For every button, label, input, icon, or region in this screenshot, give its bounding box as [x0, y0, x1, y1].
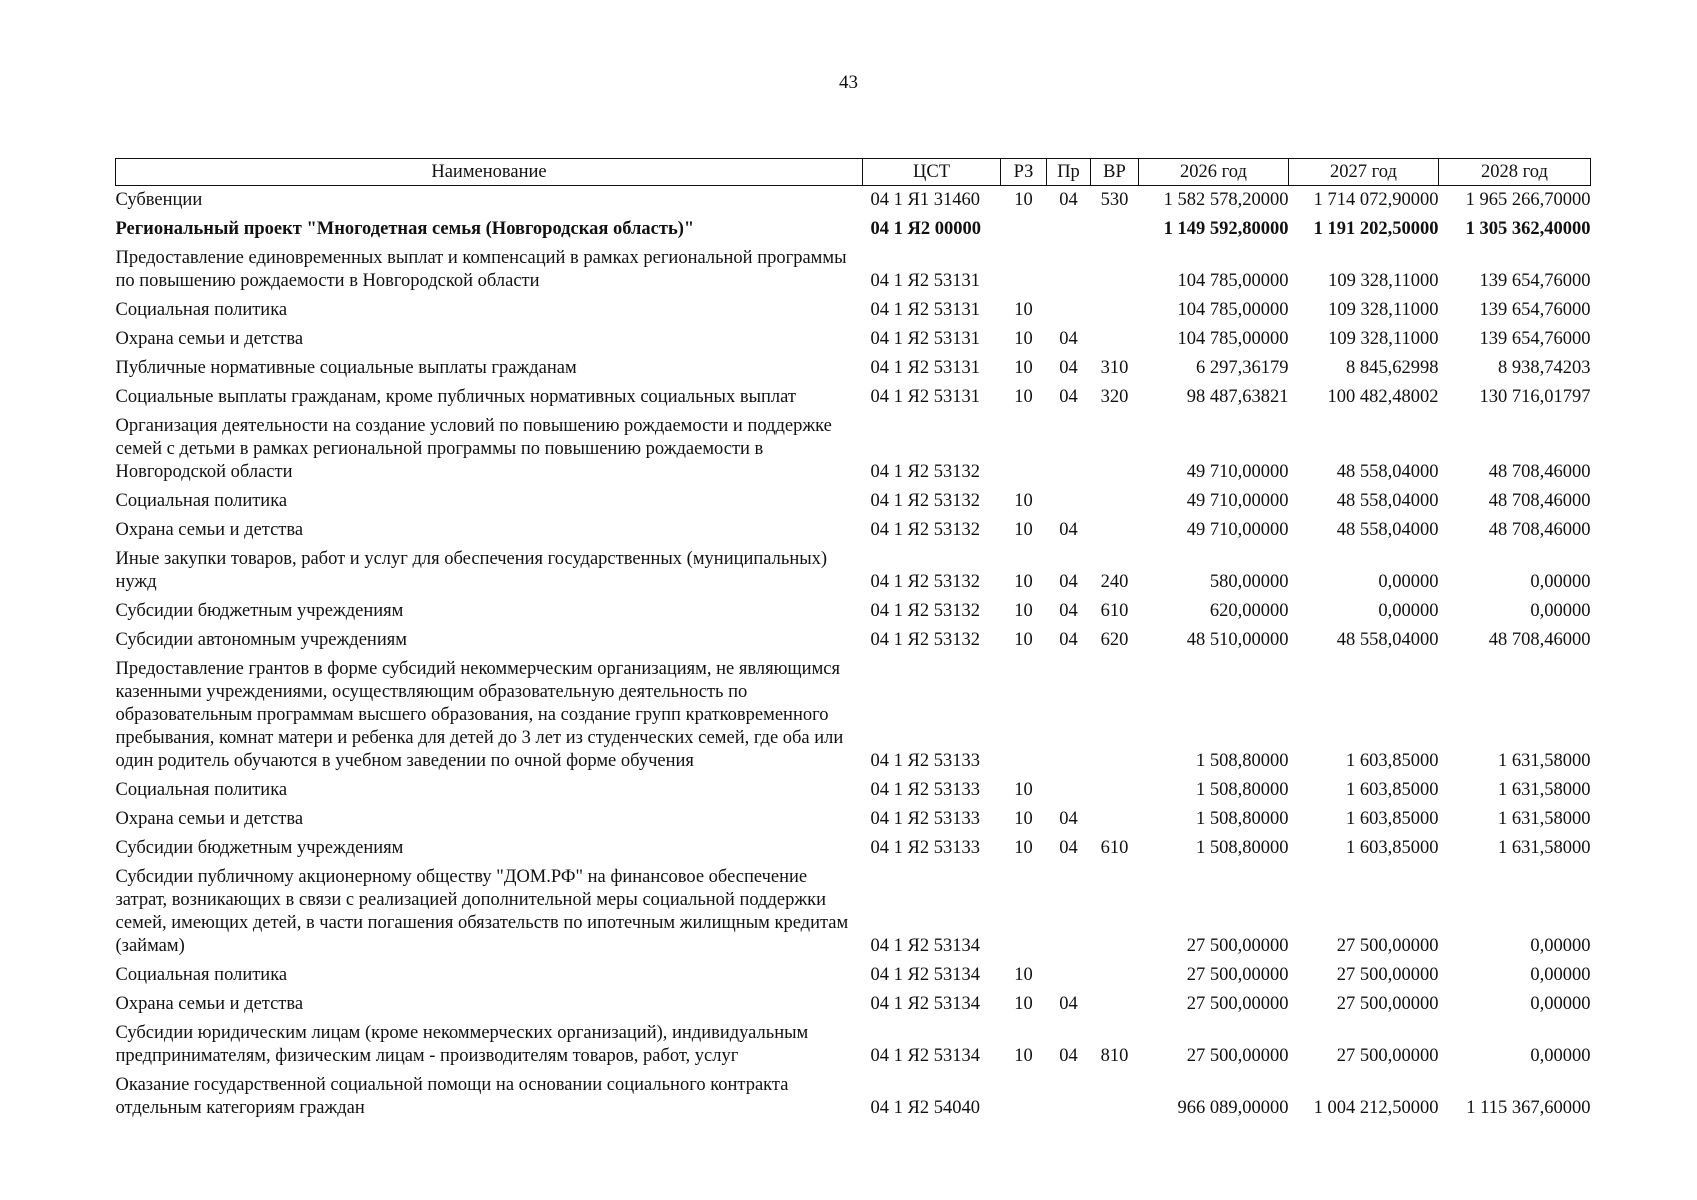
- row-value-2027: 48 558,04000: [1336, 462, 1439, 482]
- row-name: Субсидии бюджетным учреждениям: [115, 601, 404, 621]
- table-row: [116, 1019, 1591, 1071]
- row-rz: [1001, 412, 1047, 487]
- row-value-2027: 109 328,11000: [1328, 300, 1439, 320]
- row-value-2027: 1 714 072,90000: [1313, 190, 1439, 210]
- row-rz: 10: [1014, 190, 1033, 210]
- row-pr: 04: [1059, 1046, 1078, 1066]
- row-name: Публичные нормативные социальные выплаты гражданам: [115, 358, 577, 378]
- row-name: Социальные выплаты гражданам, кроме публичных нормативных социальных выплат: [115, 387, 796, 407]
- row-rz: 10: [1014, 630, 1033, 650]
- row-value-2026: 620,00000: [1209, 601, 1289, 621]
- row-value-2026: 27 500,00000: [1186, 965, 1289, 985]
- row-cst: 04 1 Я2 53133: [870, 838, 980, 858]
- row-cst: 04 1 Я2 53134: [870, 994, 980, 1014]
- row-pr: 04: [1059, 358, 1078, 378]
- row-vr: [1091, 244, 1139, 296]
- row-cst: 04 1 Я2 53131: [870, 300, 980, 320]
- row-rz: 10: [1014, 300, 1033, 320]
- row-value-2026: 580,00000: [1209, 572, 1289, 592]
- row-pr: [1047, 961, 1091, 990]
- row-cst: 04 1 Я2 53133: [870, 751, 980, 771]
- row-cst: 04 1 Я2 53133: [870, 780, 980, 800]
- row-pr: [1047, 1071, 1091, 1123]
- row-rz: 10: [1014, 329, 1033, 349]
- row-pr: [1047, 296, 1091, 325]
- row-cst: 04 1 Я1 31460: [870, 190, 980, 210]
- row-value-2026: 1 508,80000: [1196, 751, 1289, 771]
- row-pr: 04: [1059, 329, 1078, 349]
- row-value-2026: 1 582 578,20000: [1163, 190, 1289, 210]
- table-row: [116, 186, 1591, 216]
- row-value-2027: 100 482,48002: [1327, 387, 1439, 407]
- row-vr: [1091, 961, 1139, 990]
- row-value-2026: 1 508,80000: [1196, 780, 1289, 800]
- row-value-2027: 0,00000: [1378, 601, 1439, 621]
- row-value-2028: 139 654,76000: [1479, 329, 1591, 349]
- table-row: [116, 296, 1591, 325]
- row-value-2028: 130 716,01797: [1479, 387, 1591, 407]
- row-value-2027: 48 558,04000: [1336, 491, 1439, 511]
- row-value-2028: 48 708,46000: [1488, 520, 1591, 540]
- row-pr: 04: [1059, 190, 1078, 210]
- row-value-2028: 0,00000: [1530, 994, 1591, 1014]
- row-vr: 610: [1100, 601, 1129, 621]
- row-pr: [1047, 215, 1091, 244]
- row-cst: 04 1 Я2 53134: [870, 1046, 980, 1066]
- row-value-2028: 8 938,74203: [1498, 358, 1591, 378]
- row-cst: 04 1 Я2 53131: [870, 329, 980, 349]
- row-value-2028: 1 965 266,70000: [1465, 190, 1591, 210]
- row-pr: [1047, 776, 1091, 805]
- row-value-2028: 1 631,58000: [1498, 838, 1591, 858]
- header-pr: Пр: [1047, 159, 1091, 186]
- row-pr: 04: [1059, 994, 1078, 1014]
- row-value-2028: 0,00000: [1530, 1046, 1591, 1066]
- row-vr: 530: [1100, 190, 1129, 210]
- row-value-2026: 1 508,80000: [1196, 838, 1289, 858]
- row-value-2028: 0,00000: [1530, 572, 1591, 592]
- row-rz: 10: [1014, 809, 1033, 829]
- header-cst: ЦСТ: [863, 159, 1001, 186]
- row-vr: [1091, 863, 1139, 961]
- row-pr: 04: [1059, 601, 1078, 621]
- row-name: Охрана семьи и детства: [115, 994, 304, 1014]
- row-name: Субсидии автономным учреждениям: [115, 630, 407, 650]
- row-vr: [1091, 805, 1139, 834]
- row-rz: [1001, 1071, 1047, 1123]
- row-value-2026: 49 710,00000: [1186, 520, 1289, 540]
- row-vr: [1091, 655, 1139, 776]
- row-value-2026: 1 149 592,80000: [1163, 219, 1289, 239]
- table-body: [116, 186, 1591, 1124]
- row-pr: 04: [1059, 838, 1078, 858]
- row-value-2028: 1 305 362,40000: [1465, 219, 1591, 239]
- header-2028: 2028 год: [1439, 159, 1591, 186]
- row-vr: [1091, 990, 1139, 1019]
- row-value-2027: 8 845,62998: [1346, 358, 1439, 378]
- row-pr: [1047, 863, 1091, 961]
- row-rz: 10: [1014, 1046, 1033, 1066]
- row-value-2028: 1 631,58000: [1498, 780, 1591, 800]
- row-rz: 10: [1014, 491, 1033, 511]
- table-row: [116, 655, 1591, 776]
- row-pr: [1047, 487, 1091, 516]
- row-cst: 04 1 Я2 53131: [870, 387, 980, 407]
- row-pr: [1047, 412, 1091, 487]
- row-vr: [1091, 296, 1139, 325]
- header-2026: 2026 год: [1139, 159, 1289, 186]
- table-row: [116, 516, 1591, 545]
- row-name: Охрана семьи и детства: [115, 809, 304, 829]
- row-value-2026: 104 785,00000: [1177, 300, 1289, 320]
- row-vr: [1091, 776, 1139, 805]
- header-vr: ВР: [1091, 159, 1139, 186]
- row-name: Субсидии публичному акционерному обществу "ДОМ.РФ" на финансовое обеспечение затрат, возникающих в связи с реализацией дополнительной меры социальной поддержки семей, имеющих детей, в части погашения обязательств по ипотечным жилищным кредитам (займам): [115, 867, 849, 956]
- row-name: Субсидии юридическим лицам (кроме некоммерческих организаций), индивидуальным предпринимателям, физическим лицам - производителям товаров, работ, услуг: [115, 1023, 809, 1066]
- row-rz: [1001, 863, 1047, 961]
- row-value-2026: 1 508,80000: [1196, 809, 1289, 829]
- row-value-2027: 27 500,00000: [1336, 1046, 1439, 1066]
- header-name: Наименование: [116, 159, 863, 186]
- row-cst: 04 1 Я2 53134: [870, 936, 980, 956]
- row-rz: 10: [1014, 387, 1033, 407]
- table-row: [116, 545, 1591, 597]
- row-value-2027: 27 500,00000: [1336, 965, 1439, 985]
- row-name: Социальная политика: [115, 491, 288, 511]
- row-name: Субвенции: [115, 190, 203, 210]
- row-cst: 04 1 Я2 53132: [870, 572, 980, 592]
- row-value-2027: 1 603,85000: [1346, 780, 1439, 800]
- row-vr: 310: [1100, 358, 1129, 378]
- row-vr: 620: [1100, 630, 1129, 650]
- row-value-2028: 139 654,76000: [1479, 300, 1591, 320]
- row-cst: 04 1 Я2 53132: [870, 520, 980, 540]
- table-row: [116, 834, 1591, 863]
- row-name: Региональный проект "Многодетная семья (Новгородская область)": [115, 219, 695, 239]
- row-vr: [1091, 516, 1139, 545]
- row-name: Охрана семьи и детства: [115, 329, 304, 349]
- row-value-2027: 1 004 212,50000: [1313, 1098, 1439, 1118]
- row-pr: 04: [1059, 572, 1078, 592]
- table-row: [116, 776, 1591, 805]
- row-value-2028: 139 654,76000: [1479, 271, 1591, 291]
- row-value-2028: 1 115 367,60000: [1466, 1098, 1591, 1118]
- row-value-2026: 98 487,63821: [1186, 387, 1289, 407]
- row-value-2027: 0,00000: [1378, 572, 1439, 592]
- row-cst: 04 1 Я2 54040: [870, 1098, 980, 1118]
- table-row: [116, 244, 1591, 296]
- budget-table: [115, 158, 1591, 1123]
- row-name: Социальная политика: [115, 300, 288, 320]
- row-pr: 04: [1059, 630, 1078, 650]
- row-value-2026: 27 500,00000: [1186, 936, 1289, 956]
- row-value-2028: 48 708,46000: [1488, 491, 1591, 511]
- table-row: [116, 383, 1591, 412]
- row-value-2027: 1 603,85000: [1346, 809, 1439, 829]
- table-row: [116, 805, 1591, 834]
- row-cst: 04 1 Я2 53131: [870, 271, 980, 291]
- row-name: Охрана семьи и детства: [115, 520, 304, 540]
- table-row: [116, 863, 1591, 961]
- table-row: [116, 961, 1591, 990]
- row-rz: [1001, 655, 1047, 776]
- row-rz: [1001, 244, 1047, 296]
- row-cst: 04 1 Я2 53132: [870, 491, 980, 511]
- row-vr: 610: [1100, 838, 1129, 858]
- page-number: 43: [839, 72, 858, 93]
- row-value-2027: 27 500,00000: [1336, 936, 1439, 956]
- row-name: Социальная политика: [115, 965, 288, 985]
- row-rz: 10: [1014, 601, 1033, 621]
- row-value-2027: 109 328,11000: [1328, 271, 1439, 291]
- row-vr: 320: [1100, 387, 1129, 407]
- row-value-2028: 48 708,46000: [1488, 462, 1591, 482]
- row-value-2028: 1 631,58000: [1498, 809, 1591, 829]
- row-value-2027: 48 558,04000: [1336, 520, 1439, 540]
- row-rz: [1001, 215, 1047, 244]
- row-cst: 04 1 Я2 53132: [870, 462, 980, 482]
- row-vr: [1091, 487, 1139, 516]
- row-vr: [1091, 1071, 1139, 1123]
- table-row: [116, 354, 1591, 383]
- row-cst: 04 1 Я2 53132: [870, 601, 980, 621]
- row-pr: [1047, 244, 1091, 296]
- row-value-2028: 48 708,46000: [1488, 630, 1591, 650]
- row-value-2026: 27 500,00000: [1186, 1046, 1289, 1066]
- row-rz: 10: [1014, 780, 1033, 800]
- row-cst: 04 1 Я2 53134: [870, 965, 980, 985]
- row-value-2027: 48 558,04000: [1336, 630, 1439, 650]
- row-cst: 04 1 Я2 53132: [870, 630, 980, 650]
- header-rz: РЗ: [1001, 159, 1047, 186]
- row-cst: 04 1 Я2 53133: [870, 809, 980, 829]
- row-cst: 04 1 Я2 00000: [870, 219, 981, 239]
- row-value-2027: 1 603,85000: [1346, 751, 1439, 771]
- row-rz: 10: [1014, 358, 1033, 378]
- table-row: [116, 487, 1591, 516]
- row-value-2028: 1 631,58000: [1498, 751, 1591, 771]
- table-row: [116, 412, 1591, 487]
- row-value-2028: 0,00000: [1530, 965, 1591, 985]
- row-pr: 04: [1059, 809, 1078, 829]
- row-value-2027: 1 191 202,50000: [1313, 219, 1439, 239]
- row-rz: 10: [1014, 838, 1033, 858]
- row-value-2026: 49 710,00000: [1186, 491, 1289, 511]
- row-cst: 04 1 Я2 53131: [870, 358, 980, 378]
- row-vr: [1091, 215, 1139, 244]
- table-row: [116, 325, 1591, 354]
- row-value-2028: 0,00000: [1530, 601, 1591, 621]
- row-name: Социальная политика: [115, 780, 288, 800]
- table-row: [116, 626, 1591, 655]
- row-name: Иные закупки товаров, работ и услуг для обеспечения государственных (муниципальных) нужд: [115, 549, 828, 592]
- row-pr: 04: [1059, 520, 1078, 540]
- row-rz: 10: [1014, 572, 1033, 592]
- row-name: Организация деятельности на создание условий по повышению рождаемости и поддержке семей с детьми в рамках региональной программы по повышению рождаемости в Новгородской области: [115, 416, 832, 482]
- row-vr: 240: [1100, 572, 1129, 592]
- row-rz: 10: [1014, 994, 1033, 1014]
- table-row: [116, 597, 1591, 626]
- row-rz: 10: [1014, 965, 1033, 985]
- row-value-2026: 104 785,00000: [1177, 271, 1289, 291]
- header-2027: 2027 год: [1289, 159, 1439, 186]
- table-row: [116, 990, 1591, 1019]
- row-value-2026: 49 710,00000: [1186, 462, 1289, 482]
- row-name: Субсидии бюджетным учреждениям: [115, 838, 404, 858]
- row-value-2027: 27 500,00000: [1336, 994, 1439, 1014]
- row-name: Предоставление единовременных выплат и компенсаций в рамках региональной программы по повышению рождаемости в Новгородской области: [115, 248, 847, 291]
- row-rz: 10: [1014, 520, 1033, 540]
- row-value-2027: 109 328,11000: [1328, 329, 1439, 349]
- row-value-2026: 966 089,00000: [1177, 1098, 1289, 1118]
- row-vr: [1091, 412, 1139, 487]
- row-value-2026: 104 785,00000: [1177, 329, 1289, 349]
- row-pr: [1047, 655, 1091, 776]
- table-header: [116, 159, 1591, 186]
- row-value-2026: 6 297,36179: [1196, 358, 1289, 378]
- row-name: Предоставление грантов в форме субсидий некоммерческим организациям, не являющимся казенными учреждениями, осуществляющим образовательную деятельность по образовательным программам высшего образования, на создание групп кратковременного пребывания, комнат матери и ребенка для детей до 3 лет из студенческих семей, где оба или один родитель обучаются в учебном заведении по очной форме обучения: [115, 659, 844, 771]
- row-value-2026: 48 510,00000: [1186, 630, 1289, 650]
- table-row: [116, 1071, 1591, 1123]
- row-value-2028: 0,00000: [1530, 936, 1591, 956]
- row-vr: 810: [1100, 1046, 1129, 1066]
- row-vr: [1091, 325, 1139, 354]
- row-pr: 04: [1059, 387, 1078, 407]
- row-name: Оказание государственной социальной помощи на основании социального контракта отдельным категориям граждан: [115, 1075, 789, 1118]
- table-row: [116, 215, 1591, 244]
- row-value-2027: 1 603,85000: [1346, 838, 1439, 858]
- row-value-2026: 27 500,00000: [1186, 994, 1289, 1014]
